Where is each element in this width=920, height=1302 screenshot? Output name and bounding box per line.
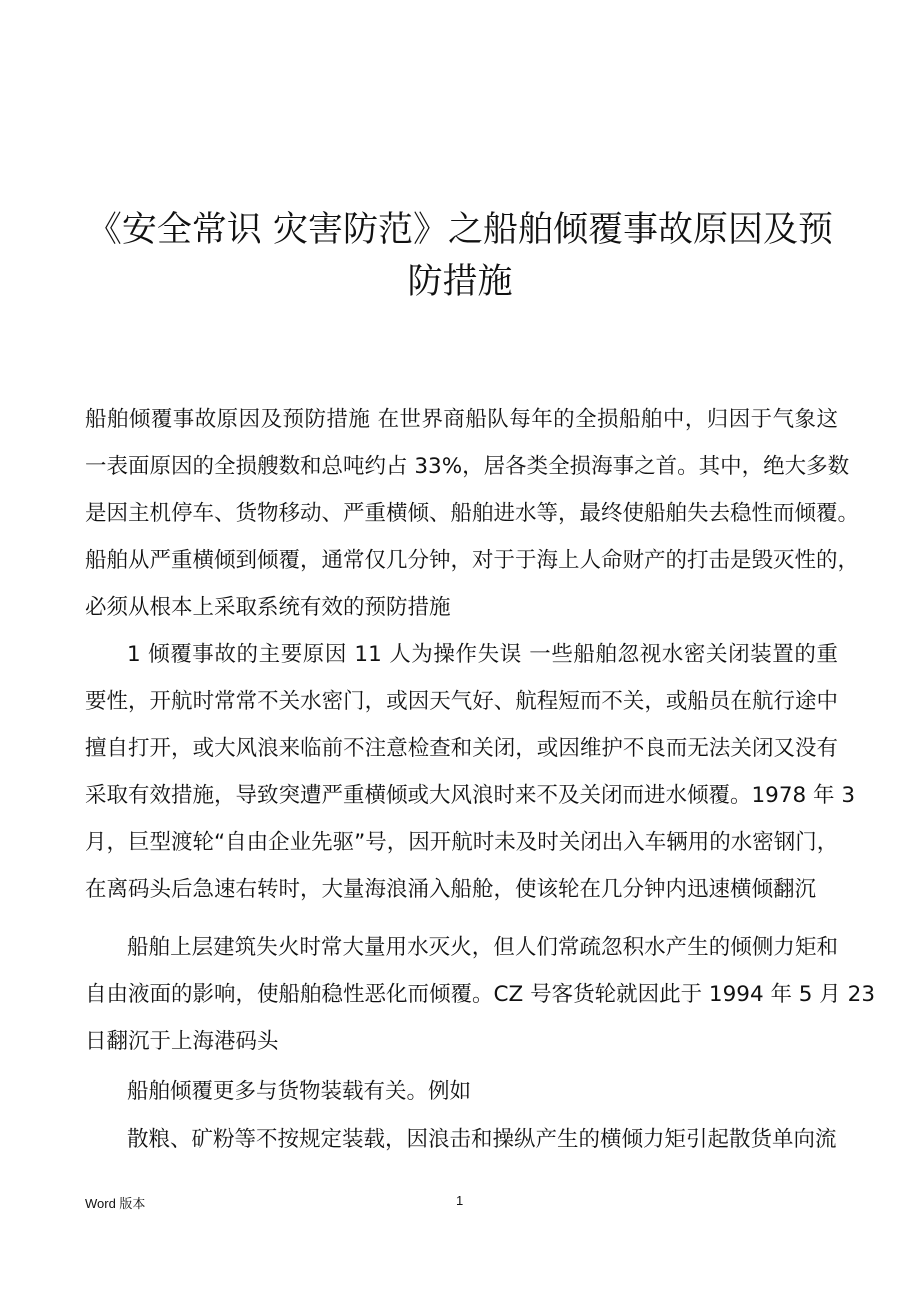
paragraph-line: 擅自打开，或大风浪来临前不注意检查和关闭，或因维护不良而无法关闭又没有: [85, 736, 838, 761]
paragraph-line: 一表面原因的全损艘数和总吨约占 33%，居各类全损海事之首。其中，绝大多数: [85, 454, 850, 479]
title-line: 防措施: [407, 262, 513, 302]
paragraph-line: 必须从根本上采取系统有效的预防措施: [85, 595, 451, 620]
document-title: [60, 204, 860, 308]
paragraph-line: 是因主机停车、货物移动、严重横倾、船舶进水等，最终使船舶失去稳性而倾覆。: [85, 501, 860, 526]
footer-version: Word 版本: [85, 1196, 146, 1211]
paragraph-line: 日翻沉于上海港码头: [85, 1029, 279, 1054]
paragraph-line: 在离码头后急速右转时，大量海浪涌入船舱，使该轮在几分钟内迅速横倾翻沉: [85, 877, 817, 902]
paragraph-line: 自由液面的影响，使船舶稳性恶化而倾覆。CZ 号客货轮就因此于 1994 年 5 月 23: [85, 982, 876, 1007]
paragraph-line: 船舶倾覆事故原因及预防措施 在世界商船队每年的全损船舶中，归因于气象这: [85, 407, 838, 432]
page-number: 1: [456, 1193, 464, 1208]
paragraph-line: 船舶从严重横倾到倾覆，通常仅几分钟，对于于海上人命财产的打击是毁灭性的，: [85, 548, 860, 573]
paragraph-line: 月，巨型渡轮“自由企业先驱”号，因开航时未及时关闭出入车辆用的水密钢门，: [85, 830, 839, 855]
paragraph-line: 要性，开航时常常不关水密门，或因天气好、航程短而不关，或船员在航行途中: [85, 689, 838, 714]
paragraph-line: 1 倾覆事故的主要原因 11 人为操作失误 一些船舶忽视水密关闭装置的重: [127, 642, 838, 667]
paragraph-line: 散粮、矿粉等不按规定装载，因浪击和操纵产生的横倾力矩引起散货单向流: [127, 1127, 837, 1152]
paragraph-line: 船舶上层建筑失火时常大量用水灭火，但人们常疏忽积水产生的倾侧力矩和: [127, 935, 838, 960]
title-line: 《安全常识 灾害防范》之船舶倾覆事故原因及预: [86, 210, 834, 250]
paragraph-line: 采取有效措施，导致突遭严重横倾或大风浪时来不及关闭而进水倾覆。1978 年 3: [85, 783, 856, 808]
paragraph-line: 船舶倾覆更多与货物装载有关。例如: [127, 1079, 472, 1104]
